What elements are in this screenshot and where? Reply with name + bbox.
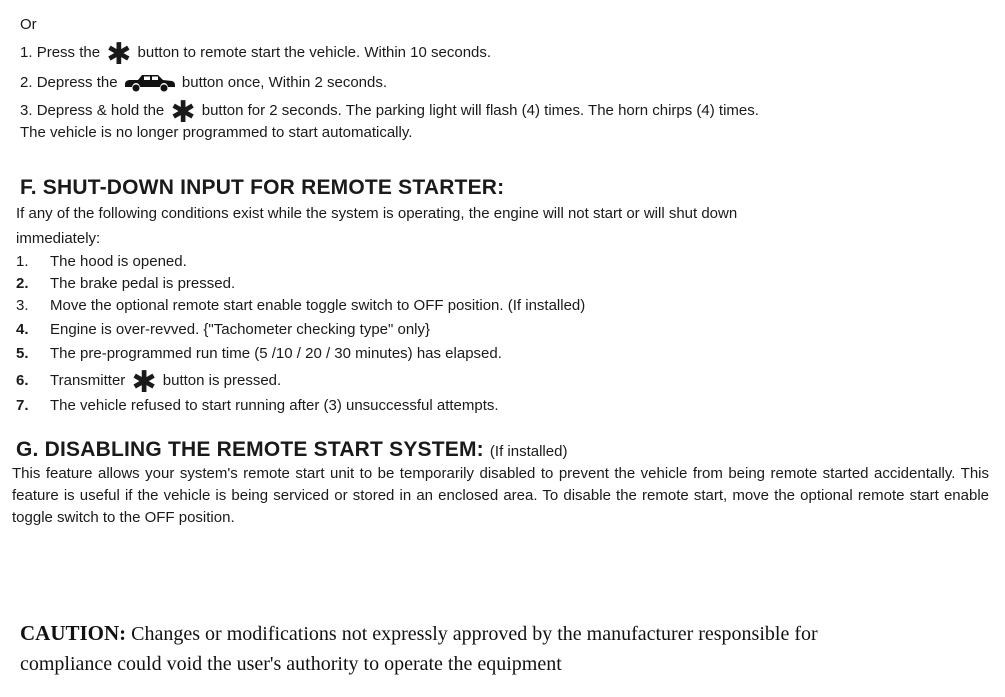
list-item: 5. The pre-programmed run time (5 /10 / 20 / 30 minutes) has elapsed. (16, 345, 502, 362)
step-number: 1. (20, 44, 33, 61)
section-g-title-note: (If installed) (489, 443, 568, 460)
step-text-before: Depress the (36, 74, 118, 91)
list-item: 7. The vehicle refused to start running after (3) unsuccessful attempts. (16, 397, 499, 414)
asterisk-icon: ✱ (170, 96, 196, 130)
intro-step-2 (20, 74, 387, 92)
list-item: 2. The brake pedal is pressed. (16, 275, 236, 292)
section-g-title: G. DISABLING THE REMOTE START SYSTEM: (If installed) (16, 438, 568, 461)
step-text-after: button once, Within 2 seconds. (181, 74, 388, 91)
list-item: 1. The hood is opened. (16, 253, 187, 270)
intro-step-3-continuation: The vehicle is no longer programmed to start automatically. (20, 124, 413, 141)
or-label: Or (20, 16, 37, 33)
step-text-before: Depress & hold the (36, 102, 165, 119)
step-text-after: button to remote start the vehicle. Within 10 seconds. (137, 44, 492, 61)
section-f-title: F. SHUT-DOWN INPUT FOR REMOTE STARTER: (20, 176, 505, 199)
list-item: 6. Transmitter ✱ button is pressed. (16, 366, 282, 400)
caution-text: Changes or modifications not expressly approved by the manufacturer responsible for compliance could void the user's authority to operate the equipment (20, 623, 818, 675)
caution-notice (20, 618, 910, 679)
list-item: 4. Engine is over-revved. {"Tachometer checking type" only} (16, 321, 431, 338)
asterisk-icon: ✱ (131, 366, 157, 400)
intro-step-1 (20, 38, 492, 72)
car-icon (124, 74, 176, 92)
asterisk-icon: ✱ (106, 38, 132, 72)
list-item: 3. Move the optional remote start enable toggle switch to OFF position. (If installed) (16, 297, 586, 314)
section-f-intro-line-2: immediately: (16, 230, 101, 247)
caution-label: CAUTION: (20, 621, 127, 645)
step-number: 2. (20, 74, 33, 91)
section-f-intro-line-1: If any of the following conditions exist while the system is operating, the engine will not start or will shut down (16, 205, 738, 222)
step-text-before: Press the (36, 44, 101, 61)
section-g-body: This feature allows your system's remote start unit to be temporarily disabled to prevent the vehicle from being remote started accidentally. This feature is useful if the vehicle is being serviced or stored in an enclosed area. To disable the remote start, move the optional remote start enable toggle switch to the OFF position. (12, 465, 989, 526)
intro-step-3 (20, 96, 759, 130)
step-number: 3. (20, 102, 33, 119)
step-text-after: button for 2 seconds. The parking light will flash (4) times. The horn chirps (4) times. (201, 102, 759, 119)
